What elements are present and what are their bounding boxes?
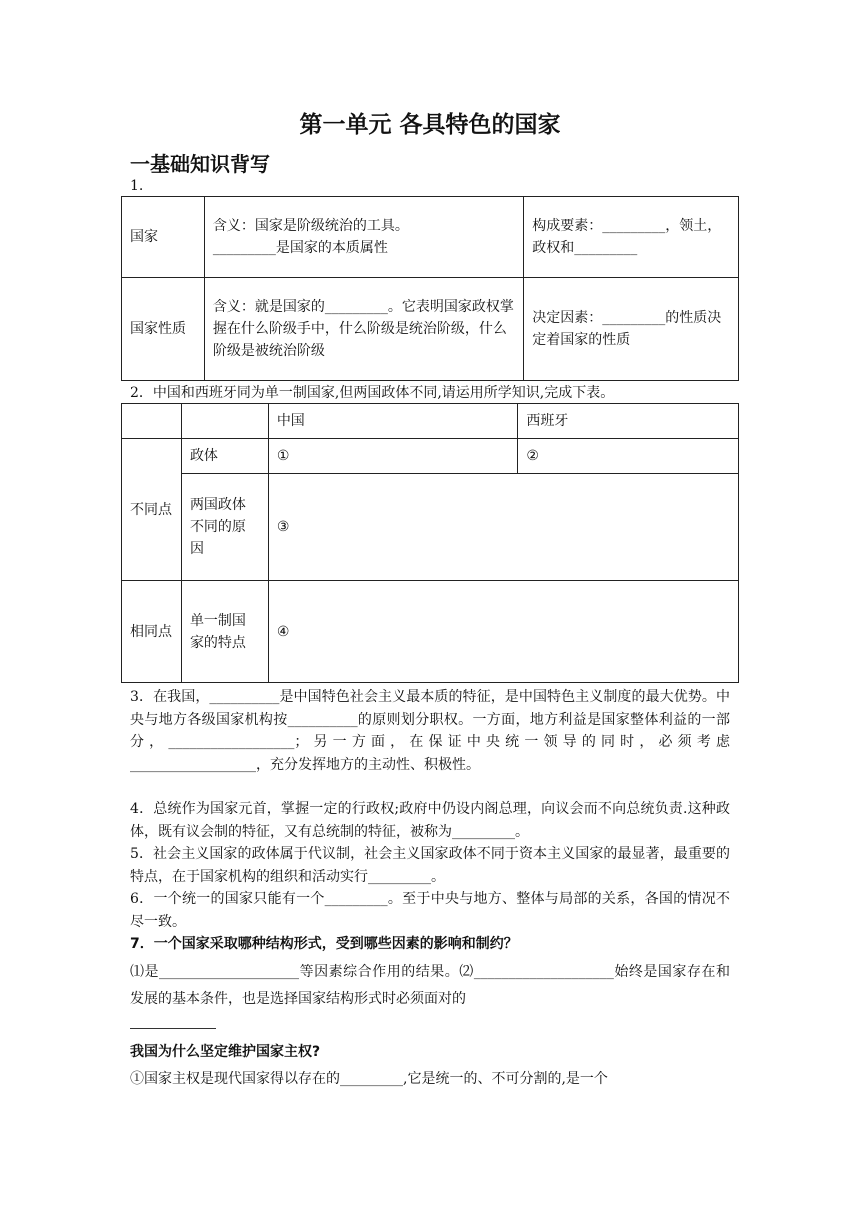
question-3: 3．在我国，__________是中国特色社会主义最本质的特征，是中国特色主义制度的最大优势。中央与地方各级国家机构按__________的原则划分职权。一方面，地方利益是国家整体利益的一部分，__________________；另一方面，在保证中央统一领导的同时，必须考虑__________________，充分发挥地方的主动性、积极性。	[130, 689, 730, 773]
empty-header-cell	[181, 404, 268, 439]
page-title: 第一单元 各具特色的国家	[299, 112, 561, 138]
table-row	[122, 439, 739, 474]
reason-label: 两国政体不同的原因	[181, 474, 268, 581]
table-row	[122, 404, 739, 439]
table-row	[122, 581, 739, 683]
state-meaning-line1: 含义：国家是阶级统治的工具。	[212, 218, 409, 234]
table-row	[122, 278, 739, 381]
state-concept-table	[121, 196, 739, 381]
question-2-text: 2．中国和西班牙同为单一制国家,但两国政体不同,请运用所学知识,完成下表。	[130, 385, 615, 401]
similarities-label: 相同点	[122, 581, 182, 683]
regime-label: 政体	[181, 439, 268, 474]
question-6: 6．一个统一的国家只能有一个_________。至于中央与地方、整体与局部的关系，各国的情况不尽一致。	[130, 891, 730, 930]
row-label-state-nature: 国家性质	[122, 278, 205, 381]
column-header-spain: 西班牙	[518, 404, 739, 439]
answer-blank-3: ③	[268, 474, 738, 581]
question-1-number: 1.	[130, 178, 144, 194]
state-meaning-line2: _________是国家的本质属性	[212, 240, 388, 256]
question-7-prompt: 7．一个国家采取哪种结构形式，受到哪些因素的影响和制约？	[130, 936, 518, 952]
state-nature-factor-cell: 决定因素：_________的性质决定着国家的性质	[524, 278, 739, 381]
answer-blank-2: ②	[518, 439, 739, 474]
answer-blank-1: ①	[268, 439, 518, 474]
table-row	[122, 474, 739, 581]
row-label-state: 国家	[122, 197, 205, 278]
unitary-features-label: 单一制国家的特点	[181, 581, 268, 683]
differences-label: 不同点	[122, 439, 182, 581]
china-spain-table	[121, 403, 739, 683]
state-nature-meaning-cell: 含义：就是国家的_________。它表明国家政权掌握在什么阶级手中，什么阶级是统治阶级，什么阶级是被统治阶级	[204, 278, 523, 381]
section-heading: 一基础知识背写	[130, 152, 270, 176]
state-meaning-cell	[204, 197, 523, 278]
empty-header-cell	[122, 404, 182, 439]
question-8-answer: ①国家主权是现代国家得以存在的_________,它是统一的、不可分割的,是一个	[130, 1071, 608, 1087]
state-elements-cell: 构成要素：_________，领土，政权和_________	[524, 197, 739, 278]
question-4: 4．总统作为国家元首，掌握一定的行政权;政府中仍设内阁总理，向议会而不向总统负责.这种政体，既有议会制的特征，又有总统制的特征，被称为_________。	[130, 801, 730, 840]
answer-blank-line	[130, 1028, 216, 1029]
table-row	[122, 197, 739, 278]
question-7-answer: ⑴是____________________等因素综合作用的结果。⑵____________________始终是国家存在和发展的基本条件，也是选择国家结构形式时必须面对的	[130, 964, 730, 1007]
question-5: 5．社会主义国家的政体属于代议制，社会主义国家政体不同于资本主义国家的最显著，最重要的特点，在于国家机构的组织和活动实行_________。	[130, 846, 730, 885]
column-header-china: 中国	[268, 404, 518, 439]
answer-blank-4: ④	[268, 581, 738, 683]
question-8-prompt: 我国为什么坚定维护国家主权?	[130, 1044, 321, 1060]
